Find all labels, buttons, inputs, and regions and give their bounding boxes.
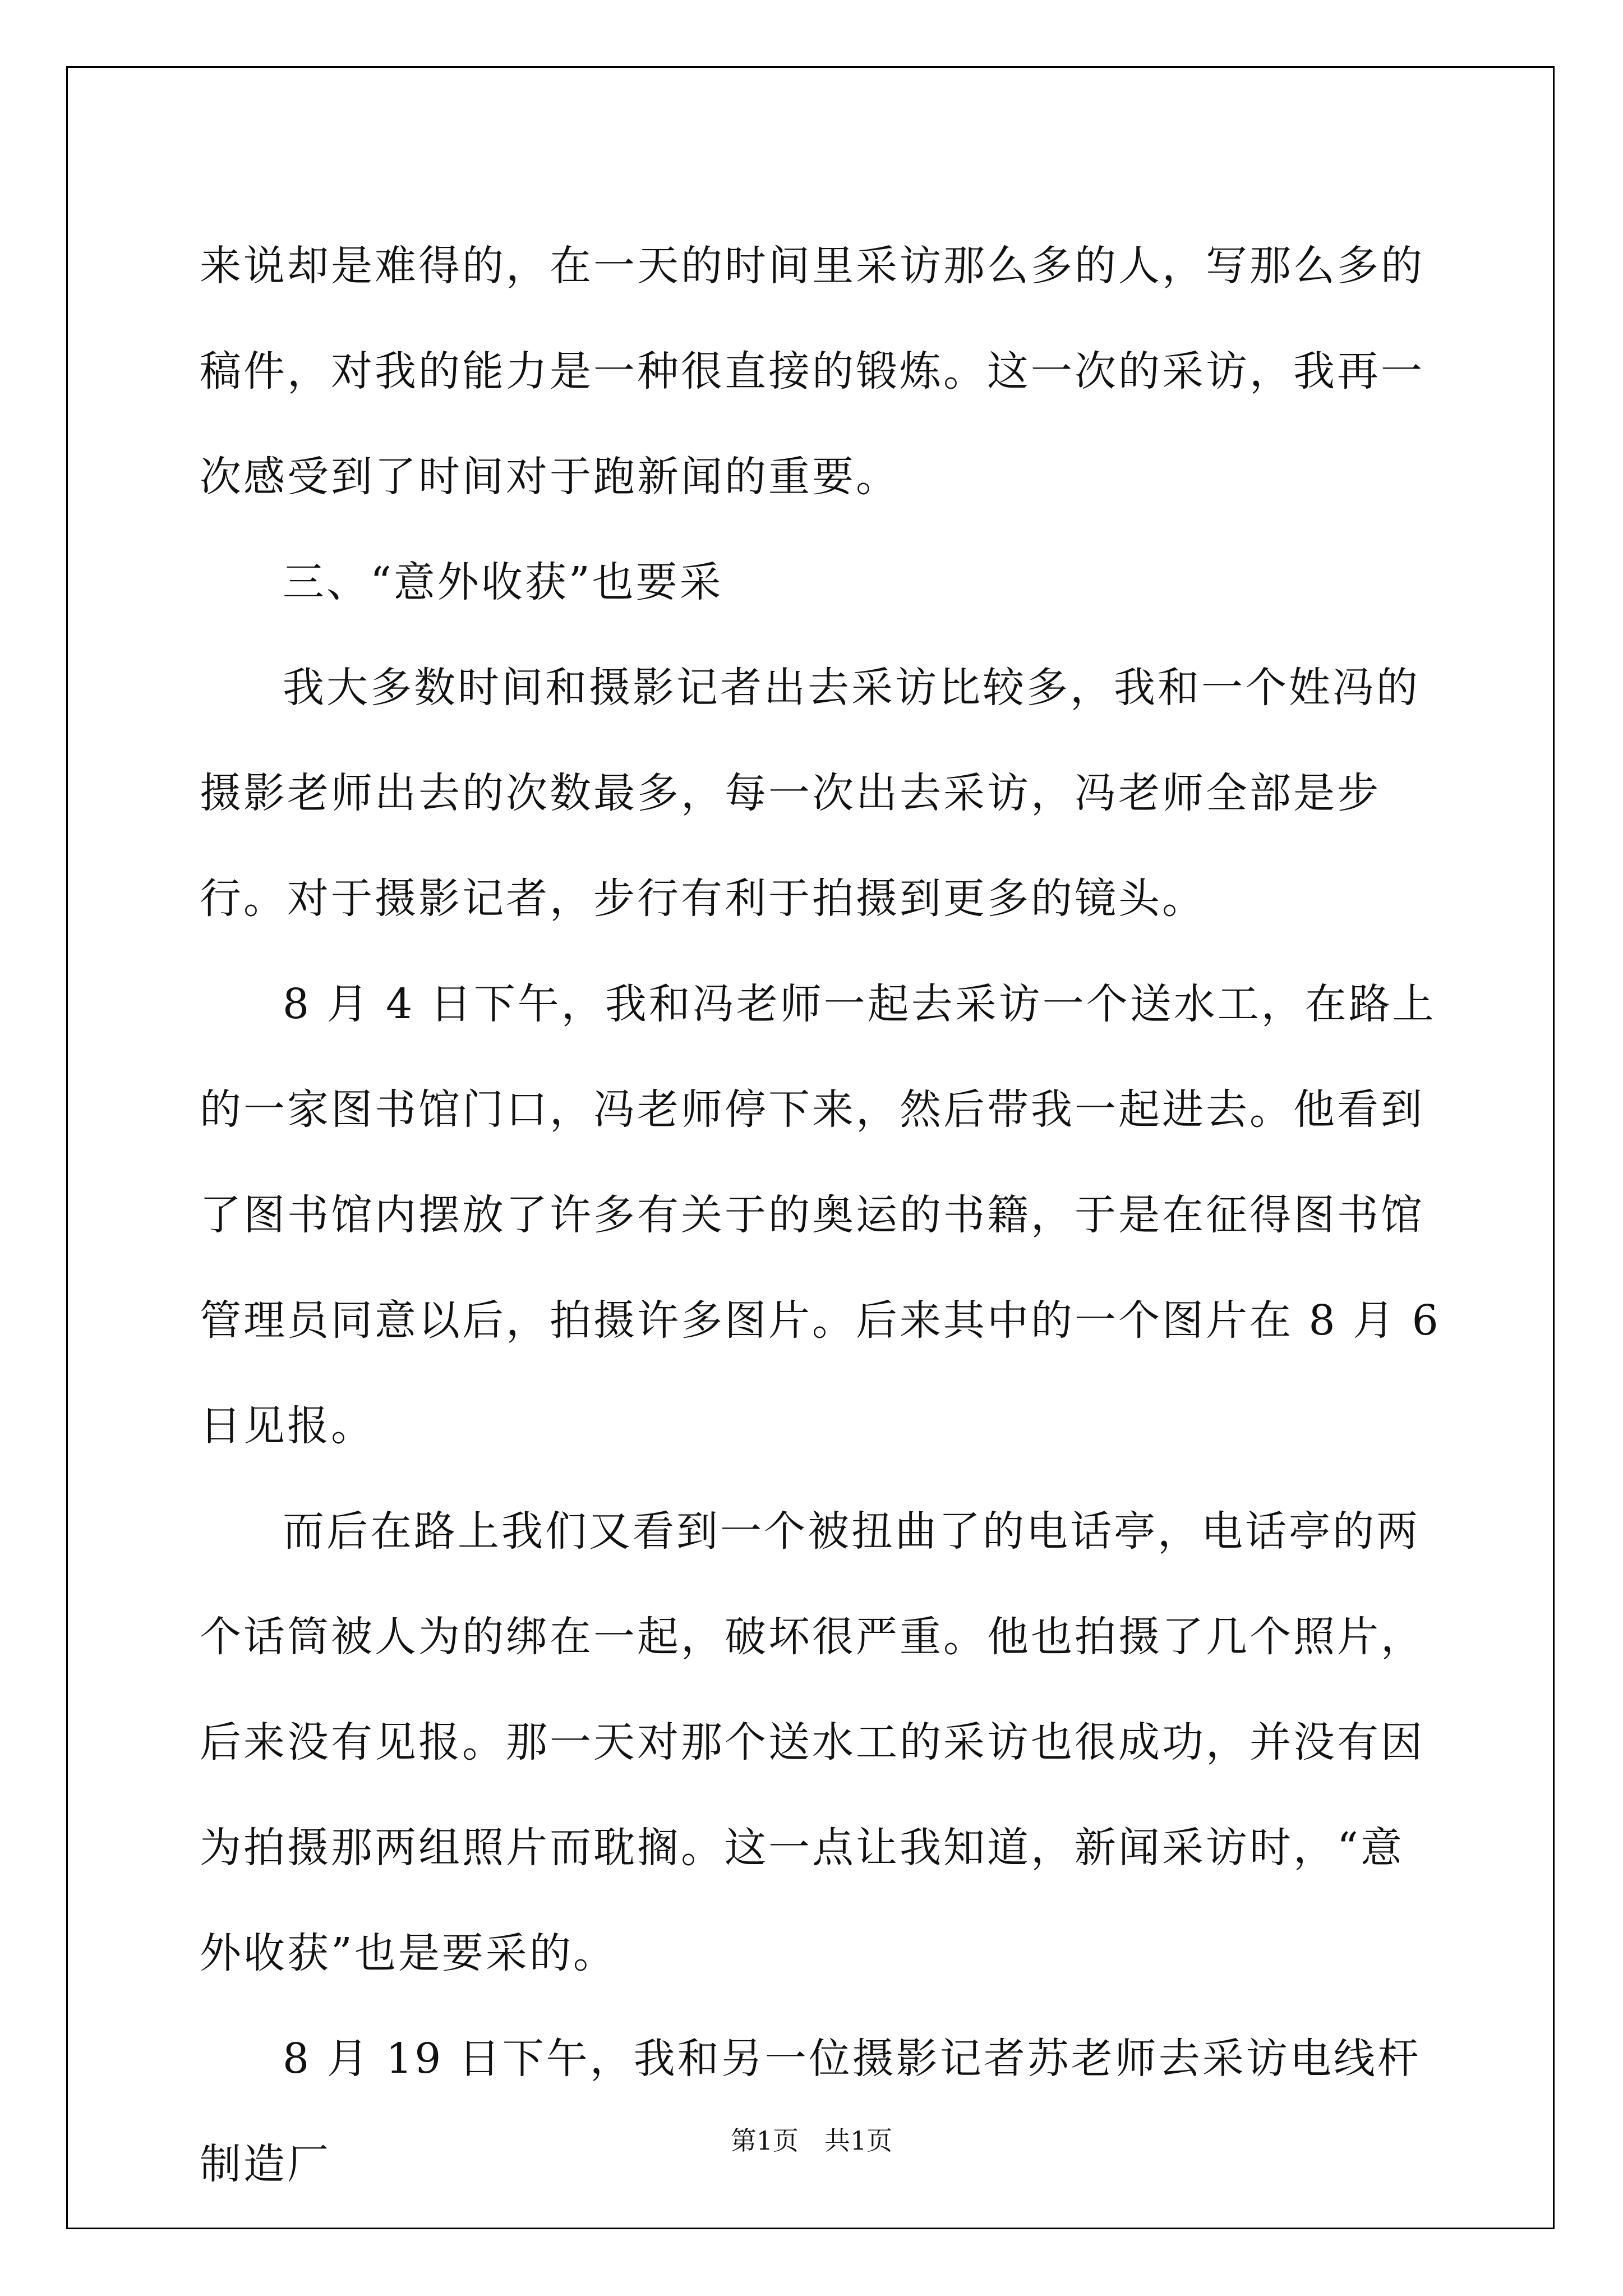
paragraph-1: 来说却是难得的，在一天的时间里采访那么多的人，写那么多的稿件，对我的能力是一种很直接的锻炼。这一次的采访，我再一次感受到了时间对于跑新闻的重要。: [200, 242, 1424, 501]
paragraph-2: 我大多数时间和摄影记者出去采访比较多，我和一个姓冯的摄影老师出去的次数最多，每一次出去采访，冯老师全部是步行。对于摄影记者，步行有利于拍摄到更多的镜头。: [200, 664, 1420, 923]
paragraph-5: 8 月 19 日下午，我和另一位摄影记者苏老师去采访电线杆制造厂: [200, 2035, 1421, 2188]
page-footer: 第1页 共1页: [730, 2125, 893, 2156]
paragraph-4: 而后在路上我们又看到一个被扭曲了的电话亭，电话亭的两个话筒被人为的绑在一起，破坏很严重。他也拍摄了几个照片，后来没有见报。那一天对那个送水工的采访也很成功，并没有因为拍摄那两组照片而耽搁。这一点让我知道，新闻采访时，“意外收获”也是要采的。: [200, 1507, 1424, 1977]
section-heading: 三、“意外收获”也要采: [283, 558, 723, 606]
paragraph-3: 8 月 4 日下午，我和冯老师一起去采访一个送水工，在路上的一家图书馆门口，冯老师停下来，然后带我一起进去。他看到了图书馆内摆放了许多有关于的奥运的书籍，于是在征得图书馆管理员同意以后，拍摄许多图片。后来其中的一个图片在 8 月 6 日见报。: [200, 980, 1441, 1450]
document-body: [200, 213, 1445, 2217]
